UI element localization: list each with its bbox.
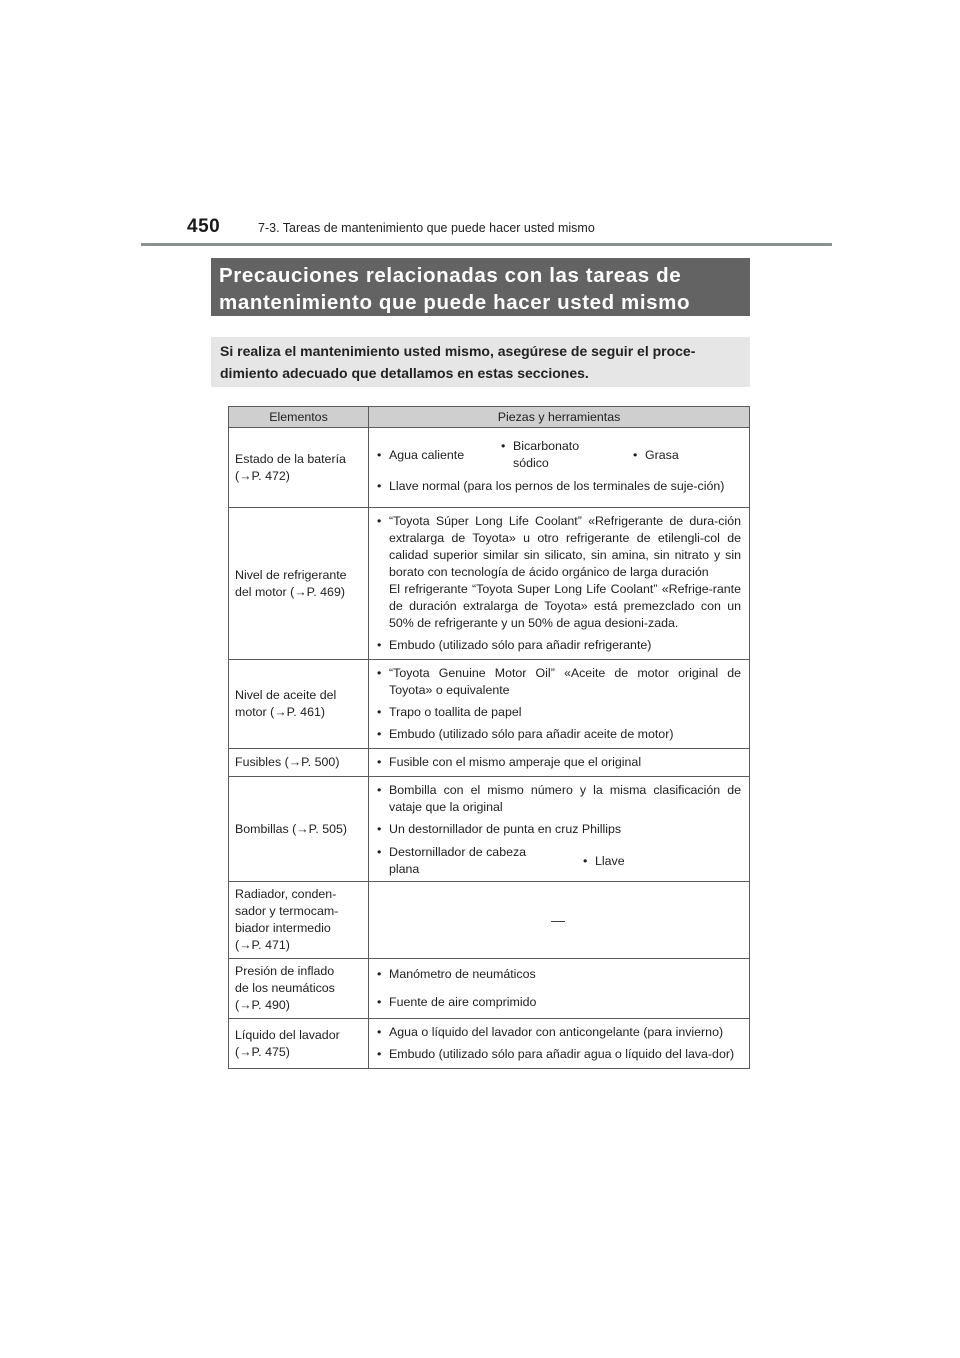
item-text: Nivel de refrigerante bbox=[235, 567, 347, 582]
list-item: • Embudo (utilizado sólo para añadir agua o líquido del lava-dor) bbox=[375, 1046, 741, 1063]
parts-cell bbox=[369, 428, 750, 508]
table-row bbox=[229, 660, 750, 749]
parts-cell bbox=[369, 1019, 750, 1069]
item-cell bbox=[229, 508, 369, 660]
table-row bbox=[229, 749, 750, 777]
list-item: • Bombilla con el mismo número y la misma clasificación de vataje que la original bbox=[375, 782, 741, 816]
item-text: Bombillas (→P. 505) bbox=[235, 821, 348, 836]
list-item: • Llave bbox=[581, 853, 625, 870]
section-title: 7-3. Tareas de mantenimiento que puede hacer usted mismo bbox=[258, 221, 595, 235]
intro-line-2: dimiento adecuado que detallamos en estas secciones. bbox=[220, 365, 589, 381]
list-item-note: El refrigerante “Toyota Super Long Life Coolant” «Refrige-rante de duración extralarga de Toyota» está premezclado con un 50% de refrigerante y un 50% de agua desioni-zada. bbox=[389, 582, 741, 630]
parts-cell bbox=[369, 508, 750, 660]
list-item: • Grasa bbox=[631, 447, 679, 464]
page-title bbox=[211, 258, 750, 316]
list-item: • Embudo (utilizado sólo para añadir aceite de motor) bbox=[375, 726, 741, 743]
list-item bbox=[375, 513, 741, 632]
page-number: 450 bbox=[187, 216, 221, 237]
page-title-line-1: Precauciones relacionadas con las tareas de bbox=[219, 264, 682, 287]
item-text: Fusibles (→P. 500) bbox=[235, 755, 340, 769]
list-item-text: plana bbox=[389, 862, 420, 876]
table-row bbox=[229, 1019, 750, 1069]
parts-cell bbox=[369, 777, 750, 882]
table-row bbox=[229, 959, 750, 1019]
item-text: Nivel de aceite del bbox=[235, 688, 337, 702]
list-item-text: • Destornillador de cabeza bbox=[389, 845, 527, 859]
table-row bbox=[229, 882, 750, 959]
parts-cell bbox=[369, 959, 750, 1019]
item-text: (→P. 471) bbox=[235, 938, 290, 952]
parts-cell bbox=[369, 660, 750, 749]
table-row bbox=[229, 777, 750, 882]
empty-dash: — bbox=[551, 912, 565, 928]
item-cell bbox=[229, 777, 369, 882]
list-item: • Agua caliente bbox=[375, 447, 499, 464]
table-row bbox=[229, 508, 750, 660]
header-rule bbox=[141, 243, 832, 246]
item-cell bbox=[229, 882, 369, 959]
item-text: (→P. 472) bbox=[235, 468, 290, 483]
intro-note bbox=[211, 337, 750, 387]
table-header-row bbox=[229, 407, 750, 428]
item-cell bbox=[229, 959, 369, 1019]
item-text: del motor (→P. 469) bbox=[235, 584, 345, 599]
list-item-text: • “Toyota Súper Long Life Coolant” «Refrigerante de dura-ción extralarga de Toyota» u otro refrigerante de etilengli-col de calidad superior similar sin silicato, sin amina, sin nitrato y sin borato con tecnología de ácido orgánico de larga duración bbox=[389, 514, 741, 579]
item-text: Radiador, conden- bbox=[235, 887, 337, 901]
item-text: (→P. 490) bbox=[235, 998, 290, 1012]
page-title-line-2: mantenimiento que puede hacer usted mismo bbox=[219, 291, 691, 314]
item-cell bbox=[229, 660, 369, 749]
list-item: • “Toyota Genuine Motor Oil” «Aceite de motor original de Toyota» o equivalente bbox=[375, 665, 741, 699]
item-text: de los neumáticos bbox=[235, 981, 335, 995]
maintenance-table bbox=[228, 406, 750, 1069]
parts-inline-group bbox=[375, 844, 741, 878]
parts-cell bbox=[369, 882, 750, 959]
intro-line-1: Si realiza el mantenimiento usted mismo, asegúrese de seguir el proce- bbox=[220, 343, 696, 359]
item-text: biador intermedio bbox=[235, 921, 331, 935]
item-cell bbox=[229, 1019, 369, 1069]
list-item bbox=[375, 844, 567, 878]
item-text: sador y termocam- bbox=[235, 904, 339, 918]
list-item: • Agua o líquido del lavador con anticongelante (para invierno) bbox=[375, 1024, 741, 1041]
item-text: Líquido del lavador bbox=[235, 1027, 340, 1042]
item-text: Estado de la batería bbox=[235, 451, 346, 466]
item-cell bbox=[229, 749, 369, 777]
list-item-text: • Bicarbonato bbox=[513, 439, 580, 453]
parts-cell bbox=[369, 749, 750, 777]
header-elementos: Elementos bbox=[229, 407, 369, 428]
table-row bbox=[229, 428, 750, 508]
item-cell bbox=[229, 428, 369, 508]
header-piezas: Piezas y herramientas bbox=[369, 407, 750, 428]
list-item bbox=[499, 438, 631, 472]
parts-inline-group bbox=[375, 438, 741, 472]
item-text: motor (→P. 461) bbox=[235, 705, 325, 719]
item-text: Presión de inflado bbox=[235, 964, 335, 978]
list-item: • Trapo o toallita de papel bbox=[375, 704, 741, 721]
list-item: • Manómetro de neumáticos bbox=[375, 966, 741, 983]
item-text: (→P. 475) bbox=[235, 1044, 290, 1059]
list-item: • Embudo (utilizado sólo para añadir refrigerante) bbox=[375, 637, 741, 654]
list-item-text: sódico bbox=[513, 456, 549, 470]
list-item: • Fusible con el mismo amperaje que el original bbox=[375, 754, 741, 771]
list-item: • Fuente de aire comprimido bbox=[375, 994, 741, 1011]
list-item: • Llave normal (para los pernos de los terminales de suje-ción) bbox=[375, 478, 741, 495]
list-item: • Un destornillador de punta en cruz Phillips bbox=[375, 821, 741, 838]
